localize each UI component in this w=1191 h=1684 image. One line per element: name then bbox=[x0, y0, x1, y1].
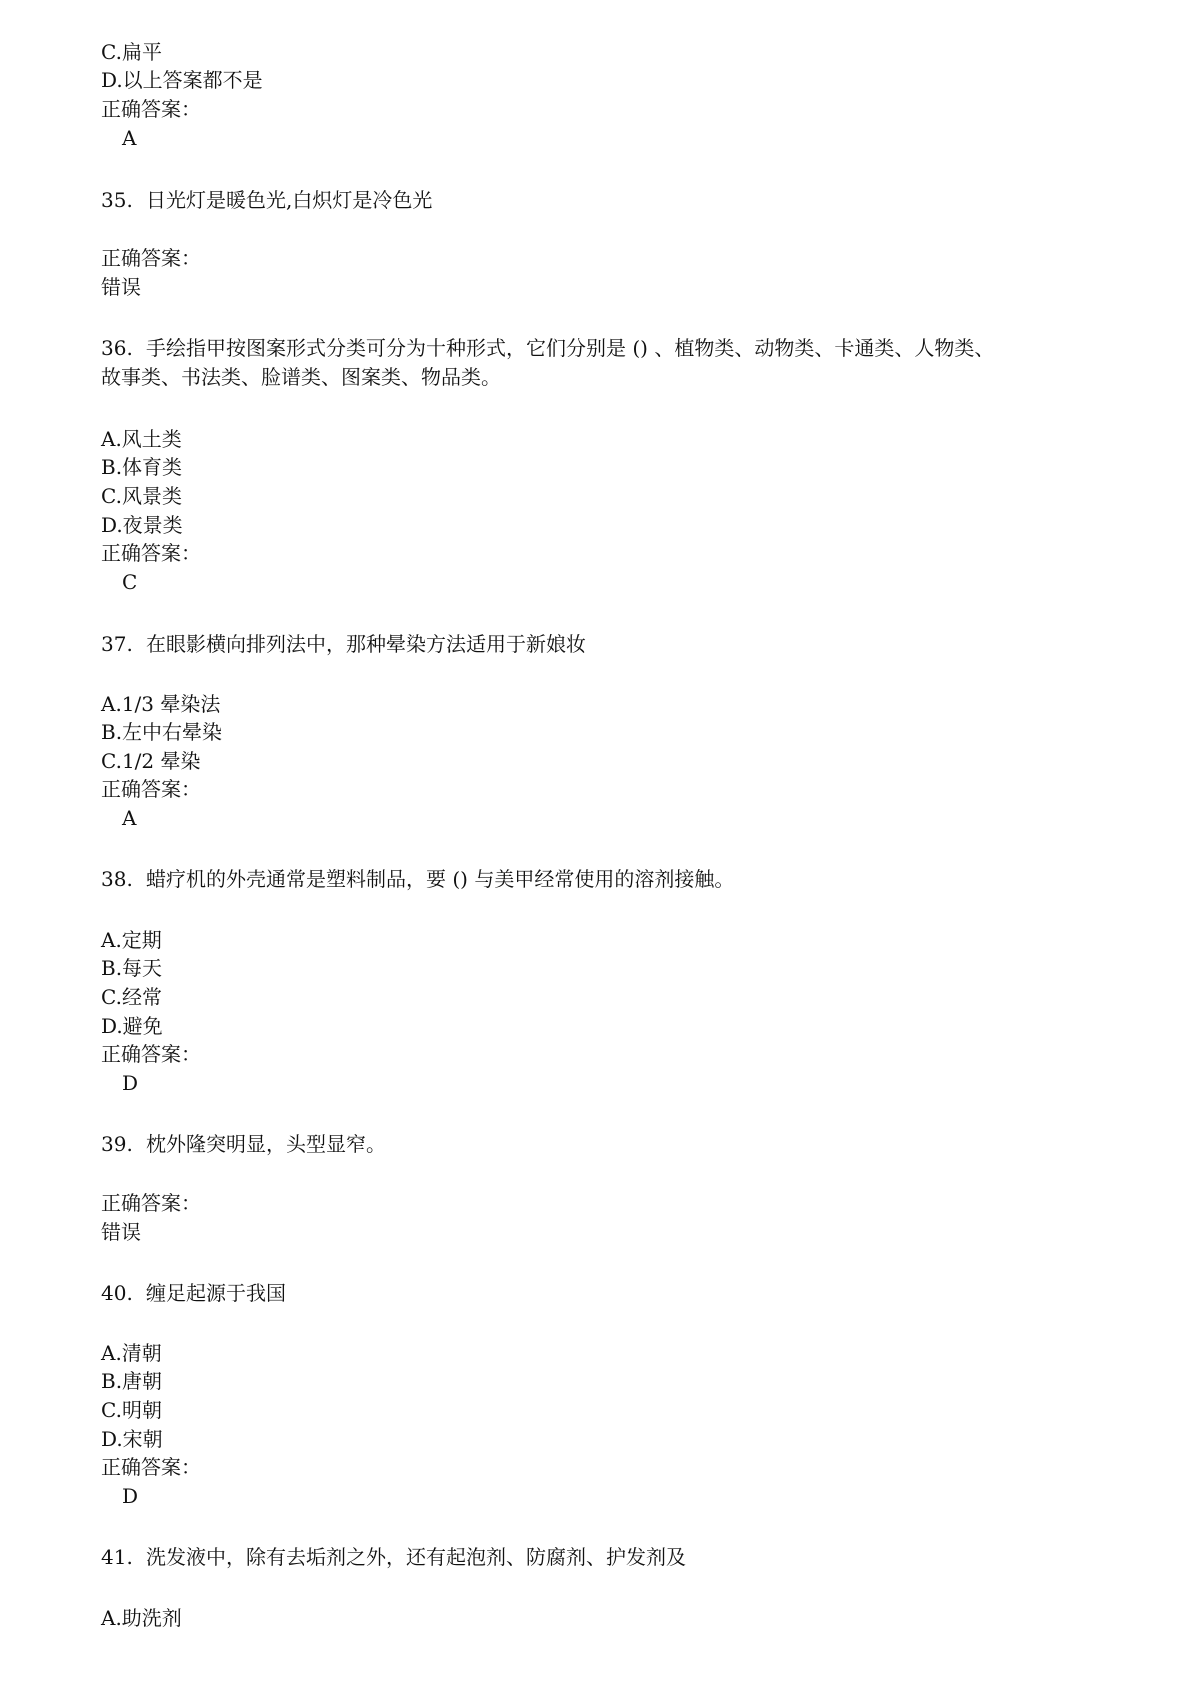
option-c: C.明朝 bbox=[101, 1398, 162, 1422]
option-a: A.定期 bbox=[101, 928, 162, 952]
option-a: A.清朝 bbox=[101, 1341, 162, 1365]
option-a: A.风土类 bbox=[101, 427, 182, 451]
question-text: 枕外隆突明显，头型显窄。 bbox=[146, 1132, 386, 1156]
answer-label: 正确答案： bbox=[101, 246, 201, 270]
question-number: 40. bbox=[101, 1281, 133, 1305]
answer-label: 正确答案： bbox=[101, 1042, 201, 1066]
answer-value: C bbox=[122, 570, 138, 594]
question-number: 39. bbox=[101, 1132, 133, 1156]
question-41-stem bbox=[101, 1543, 686, 1571]
option-c: C.风景类 bbox=[101, 484, 182, 508]
option-d: D.夜景类 bbox=[101, 513, 183, 537]
question-text: 蜡疗机的外壳通常是塑料制品，要 () 与美甲经常使用的溶剂接触。 bbox=[146, 867, 735, 891]
question-37-stem bbox=[101, 630, 586, 658]
option-c: C.经常 bbox=[101, 985, 162, 1009]
question-35-stem bbox=[101, 186, 432, 214]
question-39-stem bbox=[101, 1130, 386, 1158]
question-text: 在眼影横向排列法中，那种晕染方法适用于新娘妆 bbox=[146, 632, 586, 656]
option-d: D.宋朝 bbox=[101, 1427, 163, 1451]
option-c: C.扁平 bbox=[101, 40, 162, 64]
option-d: D.以上答案都不是 bbox=[101, 68, 263, 92]
question-40-stem bbox=[101, 1279, 286, 1307]
answer-value: A bbox=[122, 806, 137, 830]
question-number: 35. bbox=[101, 188, 133, 212]
option-c: C.1/2 晕染 bbox=[101, 749, 201, 773]
question-text: 缠足起源于我国 bbox=[146, 1281, 286, 1305]
question-36-stem bbox=[101, 334, 994, 362]
answer-label: 正确答案： bbox=[101, 541, 201, 565]
option-b: B.唐朝 bbox=[101, 1369, 163, 1393]
answer-value: A bbox=[122, 126, 137, 150]
option-b: B.每天 bbox=[101, 956, 163, 980]
option-d: D.避免 bbox=[101, 1014, 163, 1038]
answer-label: 正确答案： bbox=[101, 1455, 201, 1479]
option-a: A.助洗剂 bbox=[101, 1606, 182, 1630]
answer-label: 正确答案： bbox=[101, 1191, 201, 1215]
option-b: B.体育类 bbox=[101, 455, 183, 479]
question-text-continued: 故事类、书法类、脸谱类、图案类、物品类。 bbox=[101, 365, 501, 389]
question-number: 38. bbox=[101, 867, 133, 891]
option-b: B.左中右晕染 bbox=[101, 720, 223, 744]
answer-label: 正确答案： bbox=[101, 97, 201, 121]
answer-value: 错误 bbox=[101, 1220, 141, 1244]
question-number: 37. bbox=[101, 632, 133, 656]
option-a: A.1/3 晕染法 bbox=[101, 692, 221, 716]
question-text: 手绘指甲按图案形式分类可分为十种形式，它们分别是 () 、植物类、动物类、卡通类、人物类、 bbox=[146, 336, 995, 360]
question-text: 日光灯是暖色光,白炽灯是冷色光 bbox=[146, 188, 433, 212]
answer-value: D bbox=[122, 1484, 139, 1508]
question-number: 36. bbox=[101, 336, 133, 360]
question-number: 41. bbox=[101, 1545, 133, 1569]
answer-value: D bbox=[122, 1071, 139, 1095]
question-text: 洗发液中，除有去垢剂之外，还有起泡剂、防腐剂、护发剂及 bbox=[146, 1545, 686, 1569]
answer-value: 错误 bbox=[101, 275, 141, 299]
answer-label: 正确答案： bbox=[101, 777, 201, 801]
question-38-stem bbox=[101, 865, 734, 893]
